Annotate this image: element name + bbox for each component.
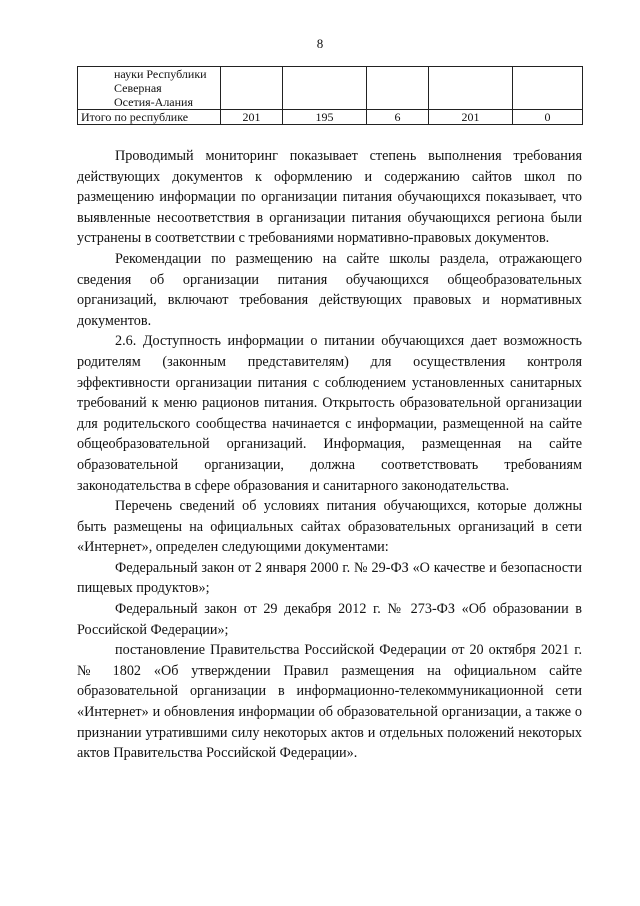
table-cell — [283, 67, 367, 110]
page-number: 8 — [316, 36, 324, 51]
table-cell: 201 — [221, 110, 283, 125]
table-cell: 0 — [513, 110, 583, 125]
paragraph-monitoring: Проводимый мониторинг показывает степень выполнения требования действующих документов к оформлению и содержанию сайтов школ по размещению информации по организации питания обучающихся показывает, что выявленные несоответствия в организации питания обучающихся региона были устранены в соответствии с требованиями нормативно-правовых документов. — [77, 148, 582, 247]
paragraph-decree-1802: постановление Правительства Российской Федерации от 20 октября 2021 г. № 1802 «Об утверждении Правил размещения на официальном сайте образовательной организации в информационно-телекоммуникационной сети «Интернет» и обновления информации об образовательной организации, а также о признании утратившими силу некоторых актов и отдельных положений некоторых актов Правительства Российской Федерации». — [77, 642, 582, 762]
paragraph-law-273-fz: Федеральный закон от 29 декабря 2012 г. № 273-ФЗ «Об образовании в Российской Федерации»; — [77, 601, 582, 638]
table-cell-label: Итого по республике — [78, 110, 221, 125]
table-cell — [367, 67, 429, 110]
table-row-total — [78, 110, 583, 125]
body-text — [77, 146, 582, 764]
table-row — [78, 67, 583, 110]
table-cell — [429, 67, 513, 110]
table-cell: 6 — [367, 110, 429, 125]
continued-table — [77, 66, 583, 125]
table-cell — [221, 67, 283, 110]
table-cell: 201 — [429, 110, 513, 125]
paragraph-list-intro: Перечень сведений об условиях питания обучающихся, которые должны быть размещены на официальных сайтах образовательных организаций в сети «Интернет», определен следующими документами: — [77, 498, 582, 556]
paragraph-recommendations: Рекомендации по размещению на сайте школы раздела, отражающего сведения об организации питания обучающихся общеобразовательных организаций, включают требования действующих правовых и нормативных документов. — [77, 250, 582, 329]
table-cell — [513, 67, 583, 110]
label-line: Северная — [114, 81, 162, 95]
label-line: Осетия-Алания — [114, 95, 193, 109]
paragraph-law-29-fz: Федеральный закон от 2 января 2000 г. № 29-ФЗ «О качестве и безопасности пищевых продуктов»; — [77, 559, 582, 597]
table-cell: 195 — [283, 110, 367, 125]
paragraph-section-2-6: 2.6. Доступность информации о питании обучающихся дает возможность родителям (законным представителям) для осуществления контроля эффективности организации питания с соблюдением установленных санитарных требований к меню рационов питания. Открытость образовательной организации для родительского сообщества начинается с информации, размещенной на сайте общеобразовательной организаций. Информация, размещенная на сайте образовательной организации, должна соответствовать требованиям законодательства в сфере образования и санитарного законодательства. — [77, 333, 582, 494]
label-line: науки Республики — [114, 67, 207, 81]
table-cell-label — [78, 67, 221, 110]
